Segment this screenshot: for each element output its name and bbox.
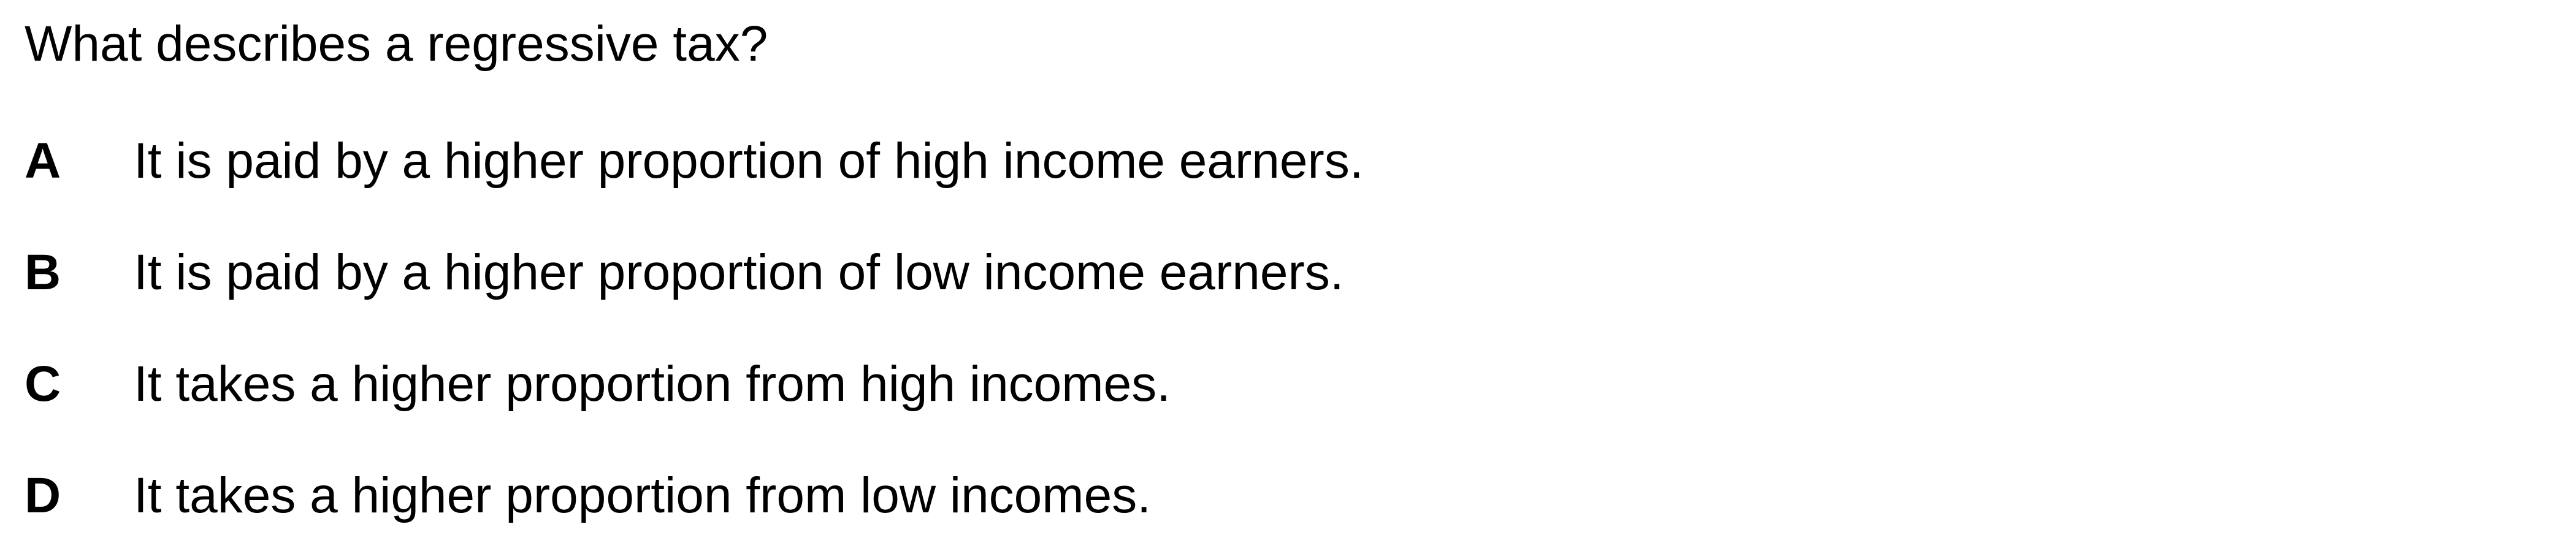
option-letter: D	[25, 468, 61, 523]
option-text: It takes a higher proportion from low incomes.	[134, 468, 1151, 523]
option-letter: B	[25, 245, 61, 300]
option-text: It is paid by a higher proportion of high income earners.	[134, 133, 1364, 189]
option-a[interactable]	[25, 131, 1364, 192]
option-d[interactable]	[25, 465, 1151, 526]
option-text: It is paid by a higher proportion of low income earners.	[134, 245, 1344, 300]
option-letter: C	[25, 356, 61, 412]
question-text: What describes a regressive tax?	[25, 16, 768, 72]
option-c[interactable]	[25, 354, 1171, 415]
option-text: It takes a higher proportion from high incomes.	[134, 356, 1171, 412]
option-letter: A	[25, 133, 61, 189]
option-b[interactable]	[25, 242, 1344, 303]
